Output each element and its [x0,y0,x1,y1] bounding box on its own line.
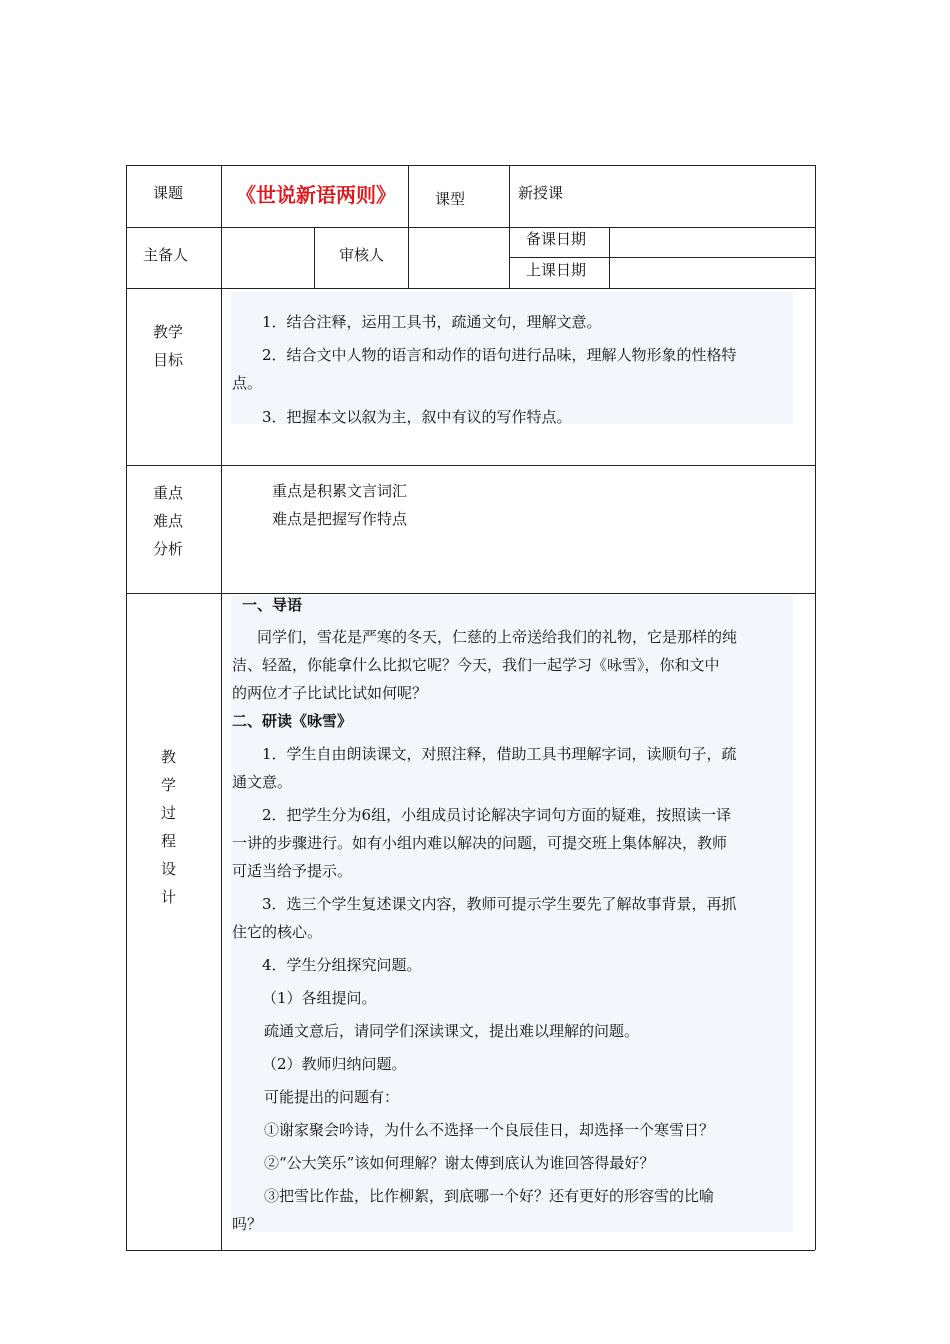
step-line-12: 可能提出的问题有： [264,1088,400,1106]
step-line-1: 1．学生自由朗读课文，对照注释，借助工具书理解字词，读顺句子，疏 [262,745,737,763]
goal-item-2: 2．结合文中人物的语言和动作的语句进行品味，理解人物形象的性格特 [262,346,737,364]
process-label-char-2: 学 [161,776,177,794]
table-line-col2 [314,227,315,288]
table-line-col4 [509,165,510,288]
step-line-15: ③把雪比作盐，比作柳絮，到底哪一个好？还有更好的形容雪的比喻 [264,1187,715,1205]
table-border-right [815,165,816,1250]
topic-label: 课题 [153,184,184,202]
step-line-16: 吗？ [232,1215,263,1233]
reviewer-label: 审核人 [339,246,385,264]
step-line-10: 疏通文意后，请同学们深读课文，提出难以理解的问题。 [264,1022,640,1040]
process-label-char-1: 教 [161,748,177,766]
step-line-9: （1）各组提问。 [262,989,377,1007]
step-line-14: ②“公大笑乐”该如何理解？谢太傅到底认为谁回答得最好？ [264,1154,655,1172]
step-line-11: （2）教师归纳问题。 [262,1055,407,1073]
lesson-title: 《世说新语两则》 [236,183,396,207]
type-label: 课型 [435,190,466,208]
step-line-8: 4．学生分组探究问题。 [262,956,422,974]
step-line-7: 住它的核心。 [232,923,323,941]
table-line-row1 [126,227,815,228]
table-border-top [126,165,815,166]
type-value: 新授课 [518,184,564,202]
table-line-col3 [408,165,409,288]
table-line-date-split [509,257,815,258]
section1-heading: 一、导语 [242,596,303,614]
class-date-label: 上课日期 [526,261,587,279]
table-line-col1 [221,165,222,1250]
table-line-row2 [126,288,815,289]
process-label-char-6: 计 [161,888,177,906]
prep-date-label: 备课日期 [526,230,587,248]
goal-item-1: 1．结合注释，运用工具书，疏通文句，理解文意。 [262,313,602,331]
goals-label-line2: 目标 [153,351,184,369]
step-line-4: 一讲的步骤进行。如有小组内难以解决的问题，可提交班上集体解决，教师 [232,834,728,852]
table-line-col5 [609,227,610,288]
goal-item-2-cont: 点。 [232,374,263,392]
focus-label-line3: 分析 [153,540,184,558]
preparer-label: 主备人 [143,246,189,264]
goal-item-3: 3．把握本文以叙为主，叙中有议的写作特点。 [262,408,572,426]
table-line-row3 [126,465,815,466]
step-line-2: 通文意。 [232,773,293,791]
process-label-char-3: 过 [161,804,177,822]
intro-line-1: 同学们，雪花是严寒的冬天，仁慈的上帝送给我们的礼物，它是那样的纯 [257,628,738,646]
table-border-left [126,165,127,1250]
focus-label-line2: 难点 [153,512,184,530]
process-label-char-5: 设 [161,860,177,878]
key-point: 重点是积累文言词汇 [272,482,408,500]
section2-heading: 二、研读《咏雪》 [232,712,353,730]
goals-label-line1: 教学 [153,323,184,341]
step-line-13: ①谢家聚会吟诗，为什么不选择一个良辰佳日，却选择一个寒雪日？ [264,1121,715,1139]
step-line-6: 3．选三个学生复述课文内容，教师可提示学生要先了解故事背景，再抓 [262,895,737,913]
intro-line-2: 洁、轻盈，你能拿什么比拟它呢？今天，我们一起学习《咏雪》，你和文中 [232,656,720,674]
step-line-3: 2．把学生分为6组，小组成员讨论解决字词句方面的疑难，按照读一译 [262,806,732,824]
table-border-bottom [126,1250,815,1251]
intro-line-3: 的两位才子比试比试如何呢？ [232,684,428,702]
step-line-5: 可适当给予提示。 [232,862,353,880]
difficult-point: 难点是把握写作特点 [272,510,408,528]
table-line-row4 [126,593,815,594]
process-label-char-4: 程 [161,832,177,850]
focus-label-line1: 重点 [153,484,184,502]
